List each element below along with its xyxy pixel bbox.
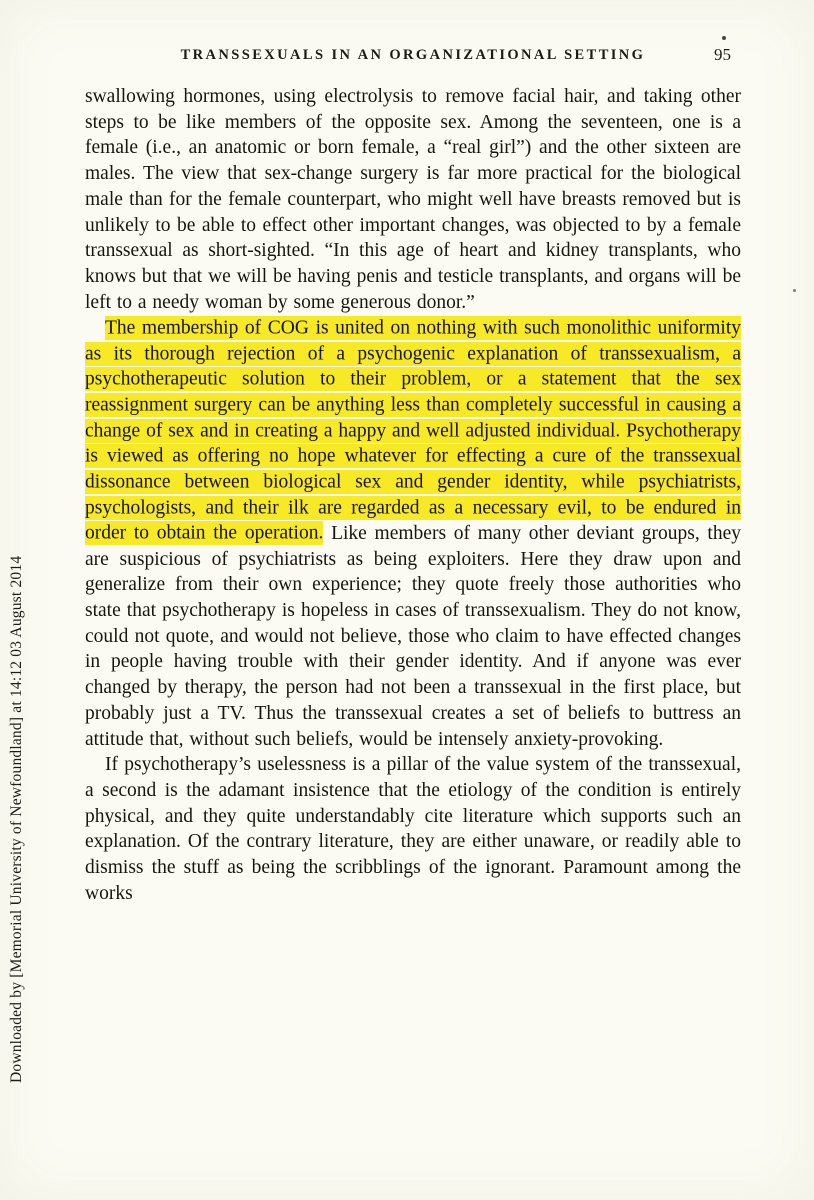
paragraph-continuation-hormones: swallowing hormones, using electrolysis to remove facial hair, and taking other steps to be like members of the opposite sex. Among the seventeen, one is a female (i.e., an anatomic or born female, a “real girl”) and the other sixteen are males. The view that sex-change surgery is far more practical for the biological male than for the female counterpart, who might well have breasts removed but is unlikely to be able to effect other important changes, was objected to by a female transsexual as short-sighted. “In this age of heart and kidney transplants, who knows but that we will be having penis and testicle transplants, and organs will be left to a needy woman by some generous donor.” xyxy=(85,86,741,313)
highlighted-passage: The membership of COG is united on nothing with such monolithic uniformity as its thorough rejection of a psychogenic explanation of transsexualism, a psychotherapeutic solution to their problem, or a statement that the sex reassignment surgery can be anything less than completely successful in causing a change of sex and in creating a happy and well adjusted individual. Psychotherapy is viewed as offering no hope whatever for effecting a cure of the transsexual dissonance between biological sex and gender identity, while psychiatrists, psychologists, and their ilk are regarded as a necessary evil, to be endured in order to obtain the operation. xyxy=(85,317,741,544)
scan-speck xyxy=(793,289,796,292)
scan-speck xyxy=(722,36,726,40)
running-header: TRANSSEXUALS IN AN ORGANIZATIONAL SETTING xyxy=(180,47,646,63)
page-number: 95 xyxy=(714,45,731,64)
paragraph-cog-membership xyxy=(85,315,741,752)
paragraph-psychotherapy-uselessness: If psychotherapy’s uselessness is a pillar of the value system of the transsexual, a second is the adamant insistence that the etiology of the condition is entirely physical, and they quite understandably cite literature which supports such an explanation. Of the contrary literature, they are either unaware, or readily able to dismiss the stuff as being the scribblings of the ignorant. Paramount among the works xyxy=(85,754,741,904)
page-body-text xyxy=(85,84,741,907)
download-watermark: Downloaded by [Memorial University of Newfoundland] at 14:12 03 August 2014 xyxy=(8,555,25,1083)
paragraph-cog-continuation: Like members of many other deviant groups, they are suspicious of psychiatrists as being exploiters. Here they draw upon and generalize from their own experience; they quote freely those authorities who state that psychotherapy is hopeless in cases of transsexualism. They do not know, could not quote, and would not believe, those who claim to have effected changes in people having trouble with their gender identity. And if anyone was ever changed by therapy, the person had not been a transsexual in the first place, but probably just a TV. Thus the transsexual creates a set of beliefs to buttress an attitude that, without such beliefs, would be intensely anxiety-provoking. xyxy=(85,522,741,750)
